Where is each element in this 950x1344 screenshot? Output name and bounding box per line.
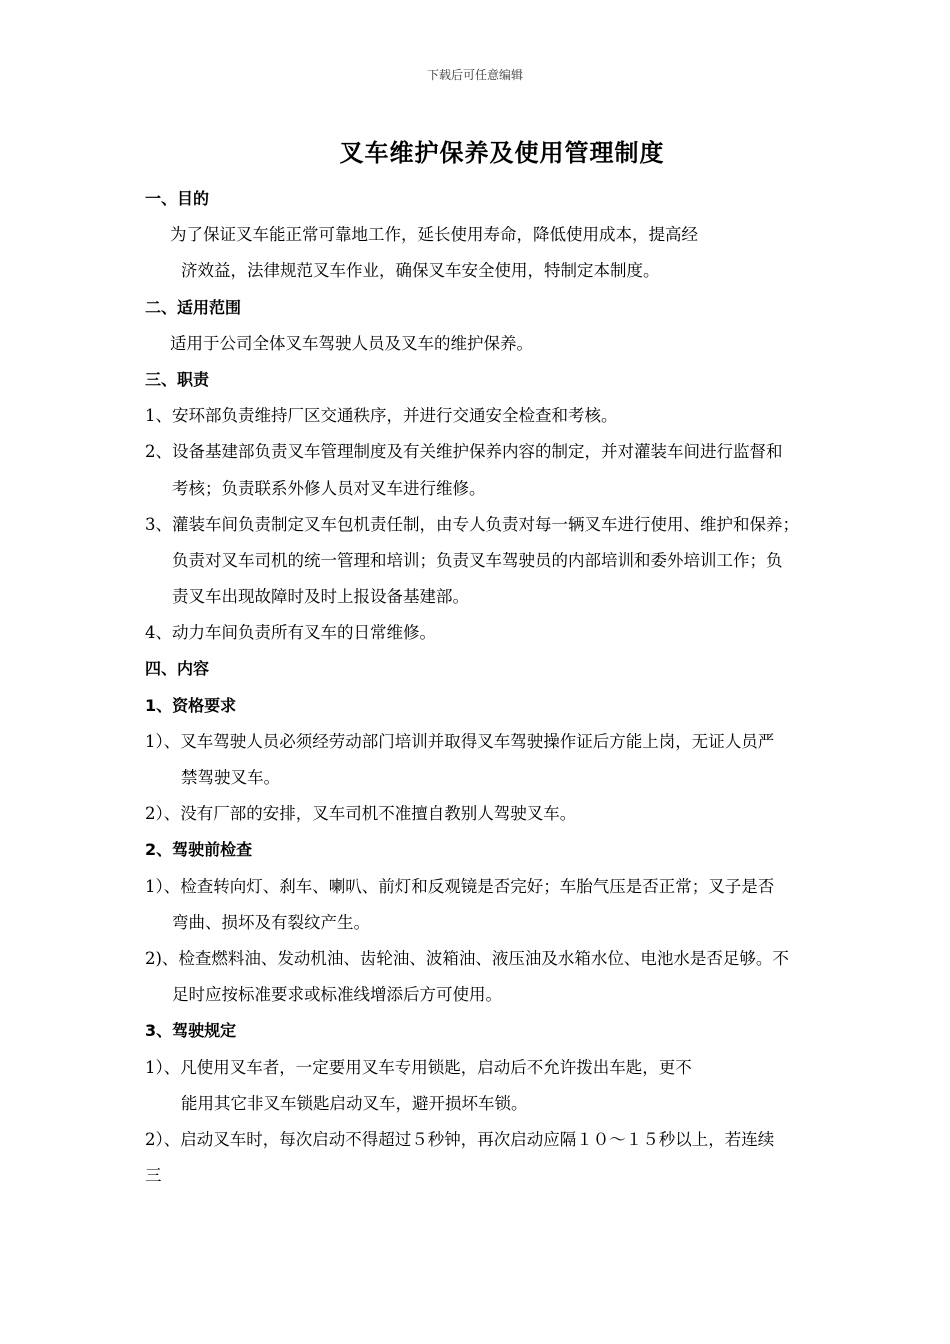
paragraph-line: 弯曲、损坏及有裂纹产生。 bbox=[172, 912, 370, 932]
paragraph-line: 济效益，法律规范叉车作业，确保叉车安全使用，特制定本制度。 bbox=[181, 261, 660, 281]
paragraph-line: 4、动力车间负责所有叉车的日常维修。 bbox=[145, 623, 436, 643]
paragraph-line: 考核；负责联系外修人员对叉车进行维修。 bbox=[172, 478, 486, 498]
paragraph-line: 1、安环部负责维持厂区交通秩序，并进行交通安全检查和考核。 bbox=[145, 406, 618, 426]
paragraph-line: 足时应按标准要求或标准线增添后方可使用。 bbox=[172, 985, 502, 1005]
paragraph-line: 责叉车出现故障时及时上报设备基建部。 bbox=[172, 587, 469, 607]
document-body bbox=[145, 181, 875, 1194]
header-note: 下载后可任意编辑 bbox=[426, 68, 523, 82]
paragraph-line: 1）、检查转向灯、刹车、喇叭、前灯和反观镜是否完好；车胎气压是否正常；叉子是否 bbox=[145, 876, 775, 896]
paragraph-line: 为了保证叉车能正常可靠地工作，延长使用寿命，降低使用成本，提高经 bbox=[170, 225, 698, 245]
paragraph-line: 1）、叉车驾驶人员必须经劳动部门培训并取得叉车驾驶操作证后方能上岗，无证人员严 bbox=[145, 731, 775, 751]
paragraph-line: 2)、检查燃料油、发动机油、齿轮油、波箱油、液压油及水箱水位、电池水是否足够。不 bbox=[145, 948, 789, 968]
section-heading: 一、目的 bbox=[145, 189, 210, 208]
paragraph-line: 禁驾驶叉车。 bbox=[181, 768, 280, 787]
document-title: 叉车维护保养及使用管理制度 bbox=[339, 139, 665, 167]
section-heading: 二、适用范围 bbox=[145, 297, 242, 317]
paragraph-line: 2）、没有厂部的安排，叉车司机不准擅自教别人驾驶叉车。 bbox=[145, 804, 577, 824]
section-heading: 1、资格要求 bbox=[145, 695, 237, 715]
paragraph-line: 2、设备基建部负责叉车管理制度及有关维护保养内容的制定，并对灌装车间进行监督和 bbox=[145, 442, 783, 462]
paragraph-line: 三 bbox=[145, 1166, 162, 1186]
paragraph-line: 负责对叉车司机的统一管理和培训；负责叉车驾驶员的内部培训和委外培训工作；负 bbox=[172, 550, 783, 570]
section-heading: 四、内容 bbox=[145, 659, 210, 679]
paragraph-line: 2）、启动叉车时，每次启动不得超过５秒钟，再次启动应隔１０～１５秒以上，若连续 bbox=[145, 1129, 775, 1149]
section-heading: 2、驾驶前检查 bbox=[145, 840, 253, 860]
section-heading: 3、驾驶规定 bbox=[145, 1021, 237, 1041]
paragraph-line: 3、灌装车间负责制定叉车包机责任制，由专人负责对每一辆叉车进行使用、维护和保养； bbox=[145, 514, 799, 534]
paragraph-line: 1）、凡使用叉车者，一定要用叉车专用锁匙，启动后不允许拨出车匙，更不 bbox=[145, 1057, 692, 1077]
section-heading: 三、职责 bbox=[145, 369, 210, 389]
paragraph-line: 能用其它非叉车锁匙启动叉车，避开损坏车锁。 bbox=[181, 1093, 528, 1113]
paragraph-line: 适用于公司全体叉车驾驶人员及叉车的维护保养。 bbox=[170, 333, 533, 353]
